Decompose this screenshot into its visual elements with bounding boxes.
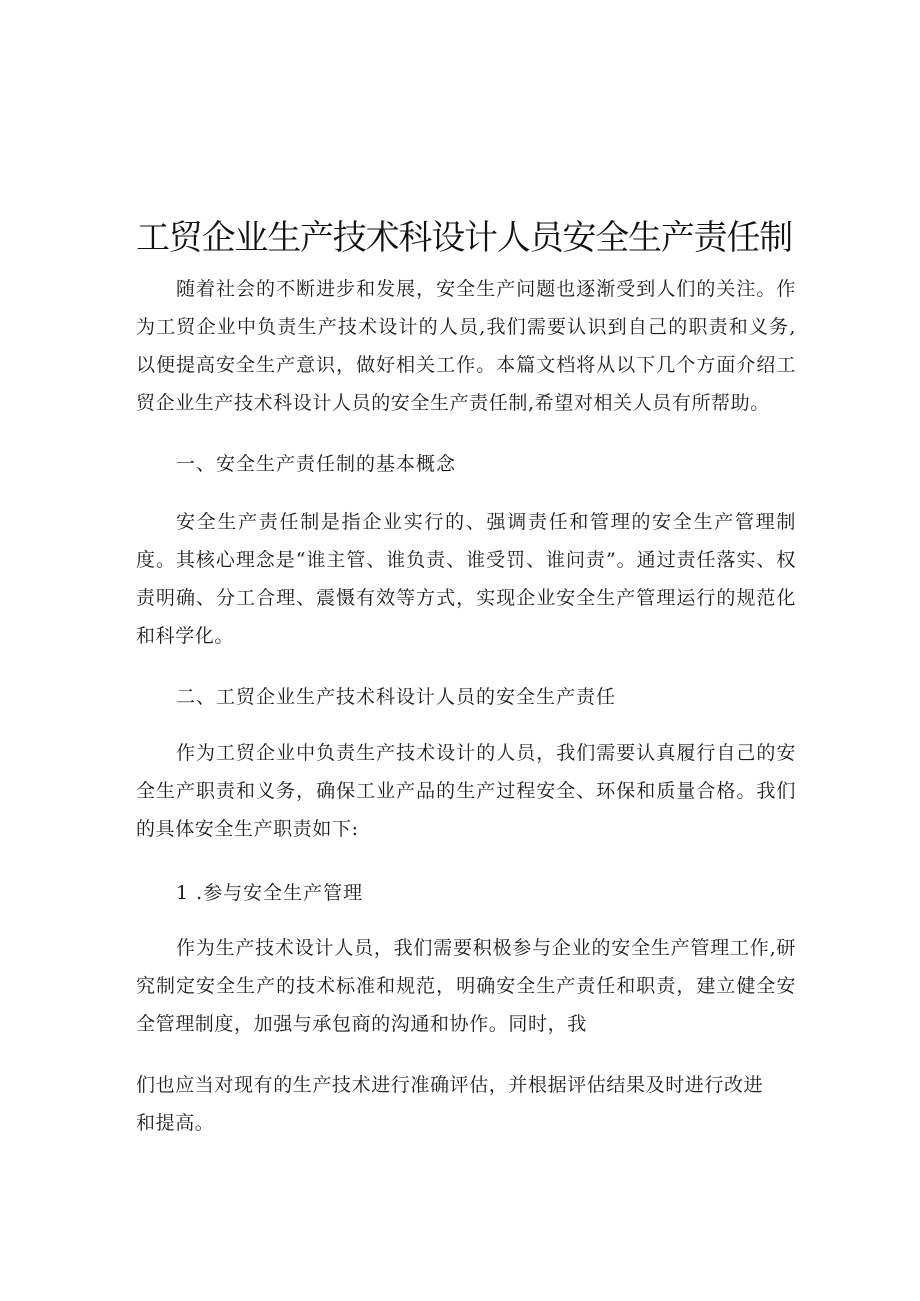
section-1-paragraph: 安全生产责任制是指企业实行的、强调责任和管理的安全生产管理制度。其核心理念是“谁主管、谁负责、谁受罚、谁问责”。通过责任落实、权责明确、分工合理、震慑有效等方式，实现企业安全生产管理运行的规范化和科学化。 [136, 511, 796, 647]
item-1-continuation-line-1: 们也应当对现有的生产技术进行准确评估，并根据评估结果及时进行改进 [136, 1074, 764, 1096]
item-1-paragraph: 作为生产技术设计人员，我们需要积极参与企业的安全生产管理工作,研究制定安全生产的技术标准和规范，明确安全生产责任和职责，建立健全安全管理制度，加强与承包商的沟通和协作。同时，我 [136, 937, 796, 1035]
document-title: 工贸企业生产技术科设计人员安全生产责任制 [136, 218, 792, 258]
intro-paragraph: 随着社会的不断进步和发展，安全生产问题也逐渐受到人们的关注。作为工贸企业中负责生产技术设计的人员,我们需要认识到自己的职责和义务,以便提高安全生产意识，做好相关工作。本篇文档将从以下几个方面介绍工贸企业生产技术科设计人员的安全生产责任制,希望对相关人员有所帮助。 [136, 278, 796, 414]
section-2-heading: 二、工贸企业生产技术科设计人员的安全生产责任 [176, 686, 617, 708]
section-2-paragraph: 作为工贸企业中负责生产技术设计的人员，我们需要认真履行自己的安全生产职责和义务，确保工业产品的生产过程安全、环保和质量合格。我们的具体安全生产职责如下: [136, 742, 796, 840]
item-1-heading: 1 .参与安全生产管理 [176, 882, 364, 904]
item-1-continuation-line-2: 和提高。 [136, 1112, 215, 1134]
section-1-heading: 一、安全生产责任制的基本概念 [176, 453, 457, 475]
